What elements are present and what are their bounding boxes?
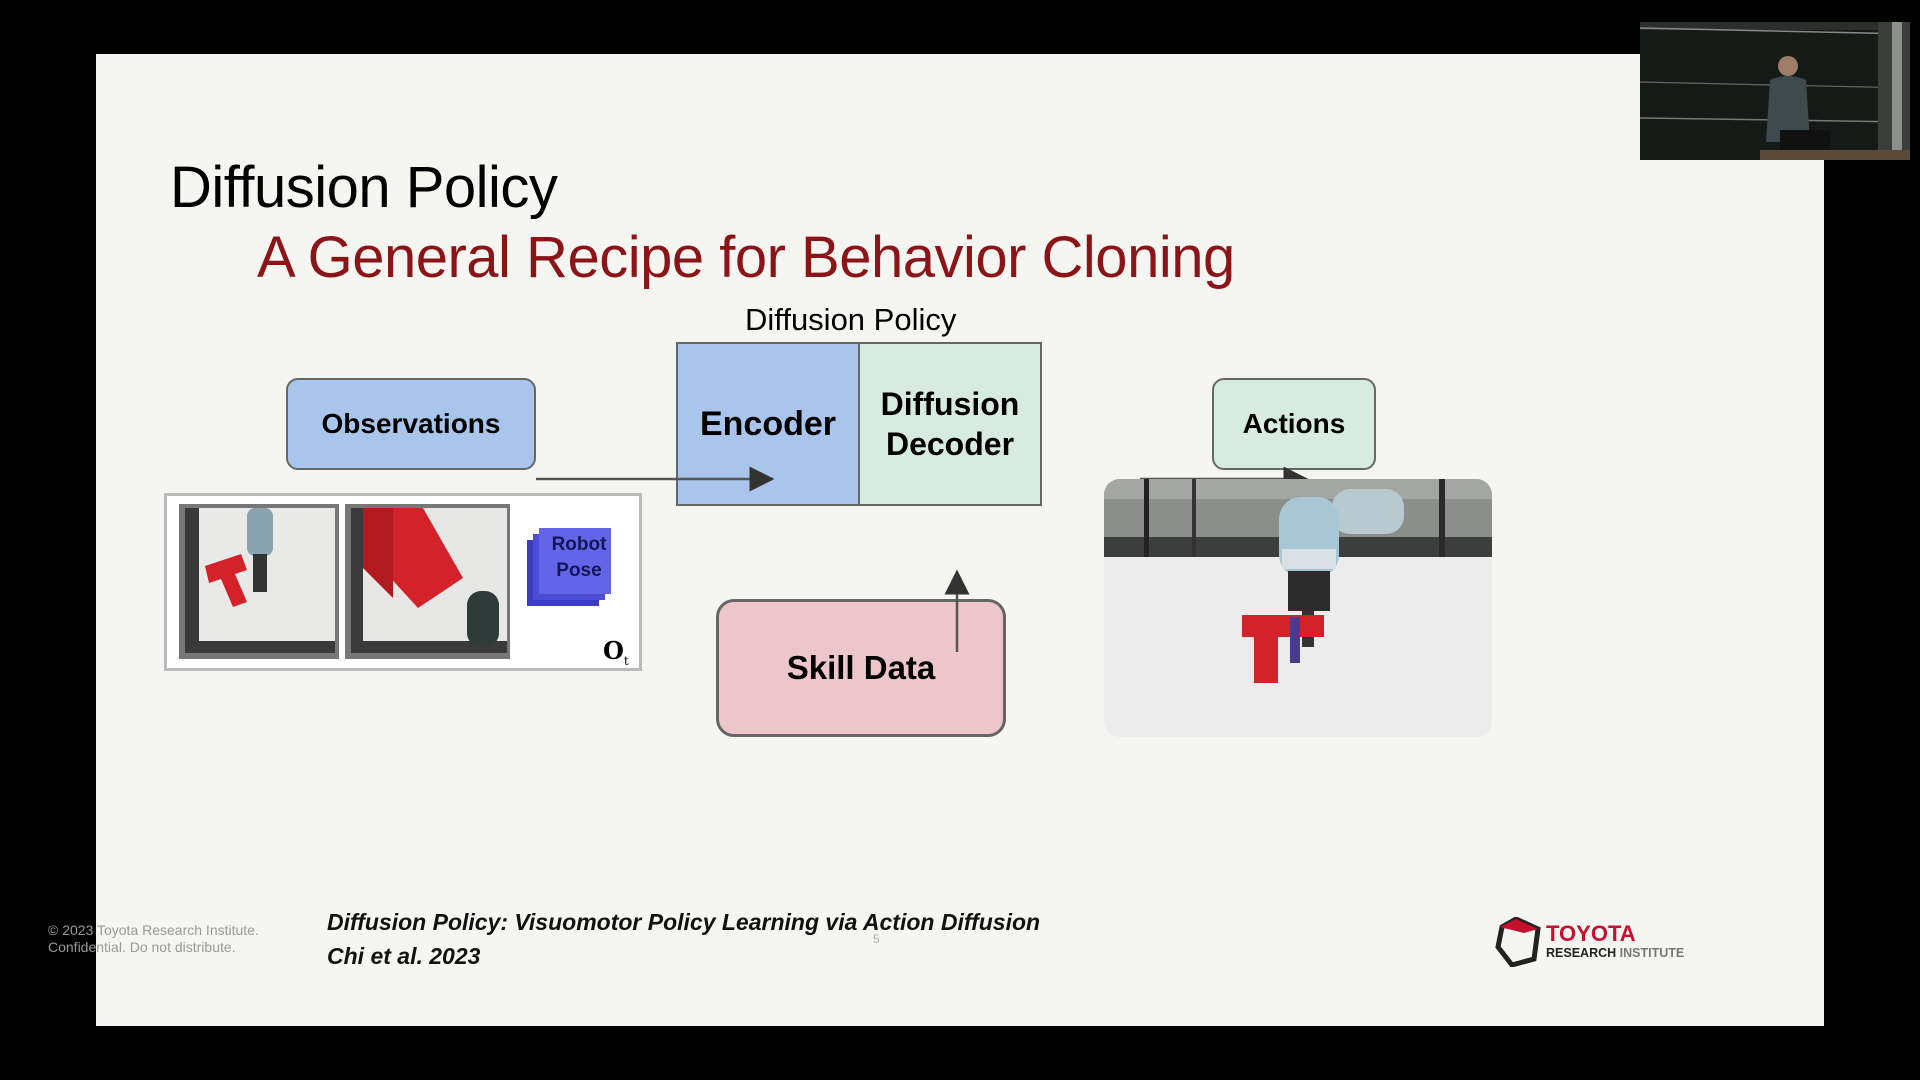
speaker-webcam-video — [1640, 22, 1910, 160]
decoder-label-line2: Decoder — [885, 426, 1015, 462]
copyright-notice: © 2023 Toyota Research Institute. Confidential. Do not distribute. — [48, 922, 259, 955]
toyota-logo-icon — [1494, 917, 1542, 967]
robot-pose-label: Robot Pose — [551, 534, 607, 581]
encoder-box: Encoder — [676, 342, 860, 506]
page-number: 5 — [873, 932, 880, 946]
robot-actions-photo — [1104, 479, 1492, 737]
slide-subtitle: A General Recipe for Behavior Cloning — [257, 225, 1235, 290]
paper-citation: Diffusion Policy: Visuomotor Policy Learning via Action Diffusion Chi et al. 2023 — [327, 909, 1041, 969]
toyota-research-institute-logo — [1494, 917, 1684, 967]
decoder-label-line1: Diffusion — [880, 386, 1020, 422]
observation-symbol: $O_t$ — [603, 636, 629, 668]
slide-title: Diffusion Policy — [170, 155, 558, 220]
observations-box: Observations — [286, 378, 536, 470]
actions-box: Actions — [1212, 378, 1376, 470]
logo-sub-text: RESEARCH INSTITUTE — [1546, 946, 1685, 960]
logo-brand-text: TOYOTA — [1546, 921, 1636, 946]
diffusion-policy-group-label: Diffusion Policy — [745, 302, 957, 337]
observations-image-panel — [164, 493, 642, 671]
skill-data-box: Skill Data — [716, 599, 1006, 737]
